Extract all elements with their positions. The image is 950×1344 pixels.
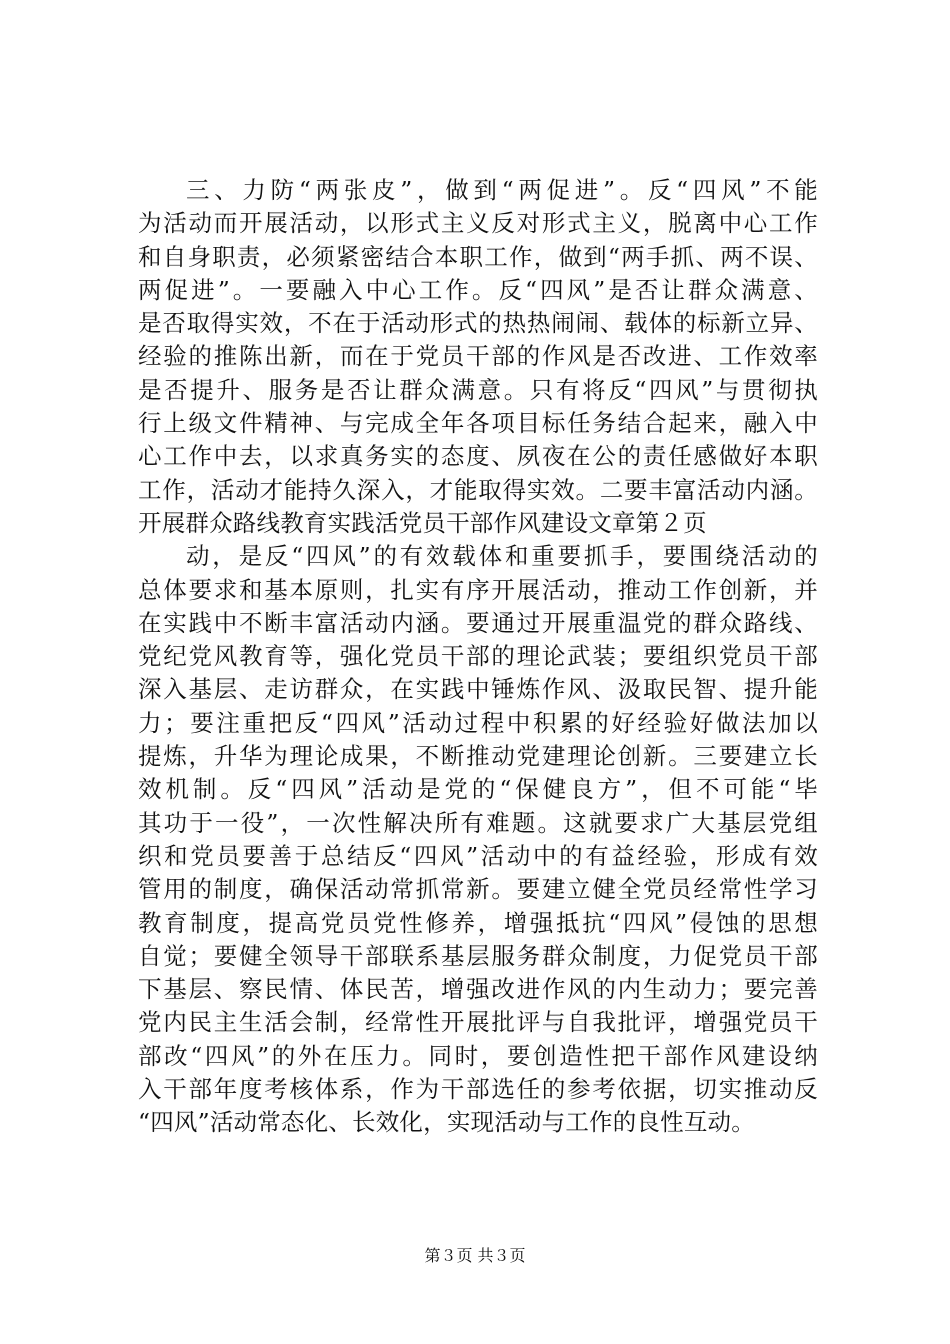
text-line: 深入基层、走访群众，在实践中锤炼作风、汲取民智、提升能 bbox=[138, 675, 818, 704]
text-line: 提炼，升华为理论成果，不断推动党建理论创新。三要建立长 bbox=[138, 742, 818, 771]
text-line: 党纪党风教育等，强化党员干部的理论武装；要组织党员干部 bbox=[138, 642, 818, 671]
text-line: 部改“四风”的外在压力。同时，要创造性把干部作风建设纳 bbox=[138, 1041, 818, 1070]
text-line: 总体要求和基本原则，扎实有序开展活动，推动工作创新，并 bbox=[138, 575, 818, 604]
text-line: 自觉；要健全领导干部联系基层服务群众制度，力促党员干部 bbox=[138, 941, 818, 970]
text-line: 管用的制度，确保活动常抓常新。要建立健全党员经常性学习 bbox=[138, 875, 818, 904]
text-line: 开展群众路线教育实践活党员干部作风建设文章第２页 bbox=[138, 508, 707, 537]
text-line: 为活动而开展活动，以形式主义反对形式主义，脱离中心工作 bbox=[138, 209, 818, 238]
text-line: 织和党员要善于总结反“四风”活动中的有益经验，形成有效 bbox=[138, 841, 818, 870]
text-line: 教育制度，提高党员党性修养，增强抵抗“四风”侵蚀的思想 bbox=[138, 908, 818, 937]
text-line: 经验的推陈出新，而在于党员干部的作风是否改进、工作效率 bbox=[138, 342, 818, 371]
text-line: 心工作中去，以求真务实的态度、夙夜在公的责任感做好本职 bbox=[138, 442, 818, 471]
text-line: 动，是反“四风”的有效载体和重要抓手，要围绕活动的 bbox=[186, 542, 818, 571]
text-line: 效机制。反“四风”活动是党的“保健良方”，但不可能“毕 bbox=[138, 775, 818, 804]
text-line: 在实践中不断丰富活动内涵。要通过开展重温党的群众路线、 bbox=[138, 608, 818, 637]
page-footer: 第３页 共３页 bbox=[424, 1246, 526, 1265]
text-line: 下基层、察民情、体民苦，增强改进作风的内生动力；要完善 bbox=[138, 975, 818, 1004]
text-line: 行上级文件精神、与完成全年各项目标任务结合起来，融入中 bbox=[138, 409, 818, 438]
text-line: 其功于一役”，一次性解决所有难题。这就要求广大基层党组 bbox=[138, 808, 818, 837]
text-line: 工作，活动才能持久深入，才能取得实效。二要丰富活动内涵。 bbox=[138, 475, 818, 504]
text-line: “四风”活动常态化、长效化，实现活动与工作的良性互动。 bbox=[138, 1108, 755, 1137]
text-line: 是否提升、服务是否让群众满意。只有将反“四风”与贯彻执 bbox=[138, 375, 818, 404]
text-line: 入干部年度考核体系，作为干部选任的参考依据，切实推动反 bbox=[138, 1075, 818, 1104]
text-line: 党内民主生活会制，经常性开展批评与自我批评，增强党员干 bbox=[138, 1008, 818, 1037]
text-line: 和自身职责，必须紧密结合本职工作，做到“两手抓、两不误、 bbox=[138, 242, 818, 271]
text-line: 三、力防“两张皮”，做到“两促进”。反“四风”不能 bbox=[186, 176, 818, 204]
body-text bbox=[138, 174, 818, 1140]
text-line: 是否取得实效，不在于活动形式的热热闹闹、载体的标新立异、 bbox=[138, 309, 818, 338]
text-line: 两促进”。一要融入中心工作。反“四风”是否让群众满意、 bbox=[138, 275, 818, 304]
text-line: 力；要注重把反“四风”活动过程中积累的好经验好做法加以 bbox=[138, 708, 818, 737]
